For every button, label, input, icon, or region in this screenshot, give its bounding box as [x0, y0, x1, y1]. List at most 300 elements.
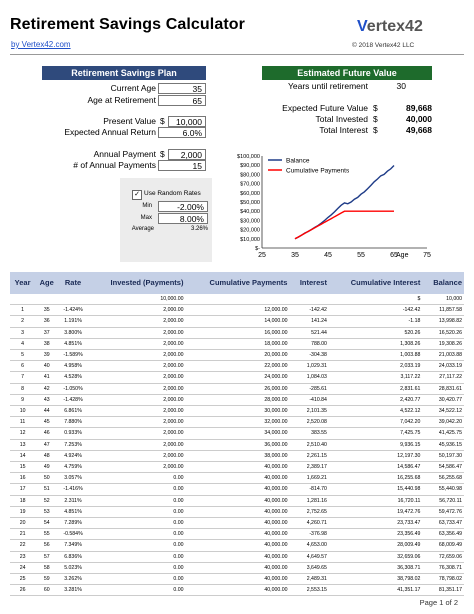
table-cell: 20	[10, 518, 35, 529]
table-cell: 78,798.02	[422, 574, 464, 585]
table-cell: 2,101.35	[289, 406, 328, 417]
table-cell: 57	[35, 551, 58, 562]
table-cell: 46	[35, 428, 58, 439]
table-row	[10, 540, 464, 551]
table-cell: -1.428%	[58, 394, 88, 405]
column-header: Interest	[289, 272, 328, 294]
y-tick-label: $90,000	[240, 163, 260, 170]
total-interest-currency: $	[373, 125, 378, 135]
table-cell: 24,033.19	[422, 361, 464, 372]
table-cell: 54	[35, 518, 58, 529]
total-invested-value: 40,000	[406, 114, 432, 124]
table-cell: 15,440.98	[329, 484, 422, 495]
table-cell: 0.00	[88, 506, 186, 517]
table-row	[10, 585, 464, 596]
table-cell: 2,831.61	[329, 383, 422, 394]
table-cell: 34,000.00	[185, 428, 289, 439]
table-cell: 26,000.00	[185, 383, 289, 394]
expected-fv-currency: $	[373, 103, 378, 113]
table-cell: -410.84	[289, 394, 328, 405]
table-cell: 788.00	[289, 338, 328, 349]
table-cell: 2,000.00	[88, 316, 186, 327]
min-label: Min	[142, 203, 152, 209]
table-cell: 2,000.00	[88, 372, 186, 383]
table-cell: 34,522.12	[422, 406, 464, 417]
total-invested-currency: $	[373, 114, 378, 124]
table-cell: 17	[10, 484, 35, 495]
table-cell: -1.589%	[58, 350, 88, 361]
table-cell: -1.416%	[58, 484, 88, 495]
table-cell: -142.42	[329, 305, 422, 316]
table-cell: 520.26	[329, 327, 422, 338]
table-cell: 16,255.68	[329, 473, 422, 484]
table-cell: 2,520.08	[289, 417, 328, 428]
table-cell: 43	[35, 394, 58, 405]
table-cell: 2,033.19	[329, 361, 422, 372]
table-cell: 49	[35, 462, 58, 473]
table-row	[10, 495, 464, 506]
table-cell: 42	[35, 383, 58, 394]
table-cell: 32,000.00	[185, 417, 289, 428]
header-divider	[10, 54, 464, 55]
table-cell: 16	[10, 473, 35, 484]
table-row	[10, 551, 464, 562]
table-cell: 2,000.00	[88, 462, 186, 473]
y-tick-label: $-	[255, 246, 260, 252]
table-cell: 2,000.00	[88, 428, 186, 439]
table-cell: 24,000.00	[185, 372, 289, 383]
table-cell: 39,042.20	[422, 417, 464, 428]
table-cell: 7.289%	[58, 518, 88, 529]
table-cell: 81,351.17	[422, 585, 464, 596]
table-cell: 68,009.49	[422, 540, 464, 551]
table-cell: 56	[35, 540, 58, 551]
table-cell: 28,000.00	[185, 394, 289, 405]
table-cell: 6	[10, 361, 35, 372]
max-label: Max	[140, 215, 152, 221]
average-rate-value: 3.26%	[190, 226, 208, 232]
table-row	[10, 327, 464, 338]
table-cell: 32,659.06	[329, 551, 422, 562]
table-cell	[185, 294, 289, 305]
table-cell: 58	[35, 562, 58, 573]
table-cell: 2,000.00	[88, 417, 186, 428]
table-cell: 41	[35, 372, 58, 383]
table-cell: 13,998.82	[422, 316, 464, 327]
table-cell: 22,000.00	[185, 361, 289, 372]
table-cell: 41,351.17	[329, 585, 422, 596]
table-cell: 63,356.49	[422, 529, 464, 540]
table-cell: 59	[35, 574, 58, 585]
annual-payment-input[interactable]: 2,000	[168, 149, 206, 160]
table-cell: 11	[10, 417, 35, 428]
table-cell: 59,472.76	[422, 506, 464, 517]
table-cell: 0.00	[88, 484, 186, 495]
table-cell: 521.44	[289, 327, 328, 338]
table-row	[10, 439, 464, 450]
table-row	[10, 562, 464, 573]
table-cell: 5.023%	[58, 562, 88, 573]
table-cell: 1,669.21	[289, 473, 328, 484]
current-age-input[interactable]: 35	[158, 83, 206, 94]
legend-label: Balance	[286, 157, 310, 165]
table-cell: 141.24	[289, 316, 328, 327]
table-cell: 50	[35, 473, 58, 484]
table-cell: 39	[35, 350, 58, 361]
x-axis-label: Age	[396, 252, 409, 259]
table-cell: 47	[35, 439, 58, 450]
table-cell: 18,000.00	[185, 338, 289, 349]
y-tick-label: $40,000	[240, 209, 260, 216]
table-cell: -0.584%	[58, 529, 88, 540]
expected-fv-value: 89,668	[406, 103, 432, 113]
table-cell: 40,000.00	[185, 585, 289, 596]
table-cell: -376.98	[289, 529, 328, 540]
table-cell: 38,000.00	[185, 450, 289, 461]
table-cell: 12	[10, 428, 35, 439]
table-cell	[58, 294, 88, 305]
column-header: Cumulative Payments	[185, 272, 289, 294]
table-row	[10, 428, 464, 439]
table-cell: 40,000.00	[185, 529, 289, 540]
table-cell: 40,000.00	[185, 506, 289, 517]
table-row	[10, 372, 464, 383]
table-cell: 2.311%	[58, 495, 88, 506]
table-cell: 9,936.15	[329, 439, 422, 450]
years-until-retirement-value: 30	[396, 81, 406, 91]
table-cell: 55	[35, 529, 58, 540]
table-cell: 2,000.00	[88, 450, 186, 461]
table-cell: 0.00	[88, 551, 186, 562]
present-value-input[interactable]: 10,000	[168, 116, 206, 127]
table-cell: 4	[10, 338, 35, 349]
y-tick-label: $70,000	[240, 181, 260, 188]
table-cell: 2,553.15	[289, 585, 328, 596]
table-cell: 2,000.00	[88, 350, 186, 361]
table-cell: 6.861%	[58, 406, 88, 417]
vertex42-link[interactable]: by Vertex42.com	[11, 40, 71, 49]
table-cell: 12,197.30	[329, 450, 422, 461]
table-cell: 72,659.06	[422, 551, 464, 562]
table-cell: 28,831.61	[422, 383, 464, 394]
table-cell: 60	[35, 585, 58, 596]
table-cell: 7	[10, 372, 35, 383]
series-line-cumulative-payments	[295, 211, 394, 239]
table-cell: 36,000.00	[185, 439, 289, 450]
table-cell: 21	[10, 529, 35, 540]
table-cell: 16,000.00	[185, 327, 289, 338]
table-cell: 45,936.15	[422, 439, 464, 450]
table-cell: 4.924%	[58, 450, 88, 461]
table-cell: 4,260.71	[289, 518, 328, 529]
table-row	[10, 350, 464, 361]
table-cell: 4,653.00	[289, 540, 328, 551]
table-cell: 5	[10, 350, 35, 361]
table-cell: 3,117.22	[329, 372, 422, 383]
table-cell: 2,420.77	[329, 394, 422, 405]
table-cell: 0.00	[88, 529, 186, 540]
total-interest-value: 49,668	[406, 125, 432, 135]
use-random-rates-checkbox[interactable]: ✓	[132, 190, 142, 200]
table-cell: 15	[10, 462, 35, 473]
y-tick-label: $60,000	[240, 190, 260, 197]
table-cell: 1,029.31	[289, 361, 328, 372]
table-cell: 2,752.65	[289, 506, 328, 517]
table-cell: 38	[35, 338, 58, 349]
table-row	[10, 473, 464, 484]
table-cell: 0.00	[88, 585, 186, 596]
table-row	[10, 361, 464, 372]
table-cell: 7,042.20	[329, 417, 422, 428]
table-cell: 40,000.00	[185, 495, 289, 506]
table-cell: 19,472.76	[329, 506, 422, 517]
table-cell: 10,000	[422, 294, 464, 305]
table-header-row	[10, 272, 464, 294]
x-tick-label: 65	[390, 252, 398, 259]
vertex42-logo: Vertex42	[357, 18, 423, 35]
max-rate-input[interactable]: 8.00%	[158, 213, 208, 224]
table-cell	[10, 294, 35, 305]
table-cell: 1	[10, 305, 35, 316]
table-cell: 23,356.49	[329, 529, 422, 540]
table-row	[10, 383, 464, 394]
table-cell: 2,389.17	[289, 462, 328, 473]
copyright-text: © 2018 Vertex42 LLC	[352, 42, 415, 49]
table-cell: 2,000.00	[88, 406, 186, 417]
use-random-rates-label: Use Random Rates	[144, 190, 201, 197]
column-header: Invested (Payments)	[88, 272, 186, 294]
table-cell: 1,308.26	[329, 338, 422, 349]
num-payments-input[interactable]: 15	[158, 160, 206, 171]
table-cell: 40,000.00	[185, 484, 289, 495]
table-cell: 10	[10, 406, 35, 417]
table-cell: 40,000.00	[185, 551, 289, 562]
table-cell: 3.057%	[58, 473, 88, 484]
num-payments-label: # of Annual Payments	[73, 160, 156, 170]
table-cell: -142.42	[289, 305, 328, 316]
table-cell: 4.851%	[58, 506, 88, 517]
x-tick-label: 35	[291, 252, 299, 259]
table-cell: -1.18	[329, 316, 422, 327]
table-cell: 11,857.58	[422, 305, 464, 316]
table-cell: 38,798.02	[329, 574, 422, 585]
table-cell: 4.851%	[58, 338, 88, 349]
table-cell: 2,000.00	[88, 439, 186, 450]
table-cell	[289, 294, 328, 305]
table-cell: 0.00	[88, 540, 186, 551]
table-cell: 25	[10, 574, 35, 585]
table-row	[10, 338, 464, 349]
annual-payment-label: Annual Payment	[93, 149, 156, 159]
table-cell: 8	[10, 383, 35, 394]
y-tick-label: $20,000	[240, 227, 260, 234]
table-cell: 0.00	[88, 562, 186, 573]
table-cell: 1,084.03	[289, 372, 328, 383]
table-cell: 7,425.75	[329, 428, 422, 439]
table-cell: 20,000.00	[185, 350, 289, 361]
table-cell: 40,000.00	[185, 574, 289, 585]
table-cell: 14	[10, 450, 35, 461]
column-header: Balance	[422, 272, 464, 294]
table-cell: 45	[35, 417, 58, 428]
table-cell: 0.00	[88, 518, 186, 529]
total-invested-label: Total Invested	[315, 114, 368, 124]
plan-heading: Retirement Savings Plan	[42, 66, 206, 80]
table-cell: 24	[10, 562, 35, 573]
total-interest-label: Total Interest	[319, 125, 368, 135]
table-cell: 41,425.75	[422, 428, 464, 439]
table-cell: 2,510.40	[289, 439, 328, 450]
table-row	[10, 529, 464, 540]
table-cell: 10,000.00	[88, 294, 186, 305]
table-row	[10, 518, 464, 529]
table-row	[10, 574, 464, 585]
table-cell: 16,720.11	[329, 495, 422, 506]
table-cell: 23	[10, 551, 35, 562]
table-cell: 3	[10, 327, 35, 338]
expected-fv-label: Expected Future Value	[282, 103, 368, 113]
table-cell: -1.424%	[58, 305, 88, 316]
x-tick-label: 25	[258, 252, 266, 259]
column-header: Year	[10, 272, 35, 294]
table-cell: 6.836%	[58, 551, 88, 562]
table-cell: 40,000.00	[185, 473, 289, 484]
table-cell: 2,000.00	[88, 327, 186, 338]
table-cell: 1,281.16	[289, 495, 328, 506]
table-cell: 0.00	[88, 473, 186, 484]
y-tick-label: $100,000	[237, 154, 260, 160]
table-cell: 7.253%	[58, 439, 88, 450]
table-cell: 2,000.00	[88, 394, 186, 405]
table-cell	[35, 294, 58, 305]
table-cell: 0.00	[88, 495, 186, 506]
table-cell: 56,720.11	[422, 495, 464, 506]
average-label: Average	[131, 226, 154, 232]
table-cell: 4,522.12	[329, 406, 422, 417]
column-header: Rate	[58, 272, 88, 294]
table-cell: 30,420.77	[422, 394, 464, 405]
column-header: Cumulative Interest	[329, 272, 422, 294]
table-cell: 19,308.26	[422, 338, 464, 349]
table-cell: 50,197.30	[422, 450, 464, 461]
table-cell: 3.281%	[58, 585, 88, 596]
table-cell: 7.349%	[58, 540, 88, 551]
table-cell: 51	[35, 484, 58, 495]
table-cell: 4.958%	[58, 361, 88, 372]
table-cell: 2,261.15	[289, 450, 328, 461]
table-cell: 40	[35, 361, 58, 372]
table-cell: 28,009.49	[329, 540, 422, 551]
table-row	[10, 394, 464, 405]
table-cell: 14,000.00	[185, 316, 289, 327]
table-row	[10, 316, 464, 327]
table-cell: 44	[35, 406, 58, 417]
table-cell: 4.528%	[58, 372, 88, 383]
table-cell: 54,586.47	[422, 462, 464, 473]
x-tick-label: 55	[357, 252, 365, 259]
x-tick-label: 75	[423, 252, 431, 259]
years-until-retirement-label: Years until retirement	[287, 81, 368, 91]
present-value-label: Present Value	[103, 116, 156, 126]
table-row	[10, 417, 464, 428]
y-tick-label: $80,000	[240, 172, 260, 179]
table-cell: 4.759%	[58, 462, 88, 473]
table-cell: 7.880%	[58, 417, 88, 428]
table-cell: 55,440.98	[422, 484, 464, 495]
table-cell: -304.38	[289, 350, 328, 361]
y-tick-label: $10,000	[240, 236, 260, 243]
table-cell: 76,308.71	[422, 562, 464, 573]
future-value-heading: Estimated Future Value	[262, 66, 432, 80]
table-cell: -814.70	[289, 484, 328, 495]
age-at-retirement-label: Age at Retirement	[87, 95, 156, 105]
expected-return-label: Expected Annual Return	[64, 127, 156, 137]
y-tick-label: $30,000	[240, 218, 260, 225]
table-cell: 2,489.31	[289, 574, 328, 585]
expected-return-input[interactable]: 6.0%	[158, 127, 206, 138]
age-at-retirement-input[interactable]: 65	[158, 95, 206, 106]
table-row	[10, 506, 464, 517]
table-cell: 3.800%	[58, 327, 88, 338]
table-row	[10, 450, 464, 461]
table-cell: 63,733.47	[422, 518, 464, 529]
x-tick-label: 45	[324, 252, 332, 259]
table-cell: 30,000.00	[185, 406, 289, 417]
legend-label: Cumulative Payments	[286, 167, 350, 175]
table-cell: 27,117.22	[422, 372, 464, 383]
table-cell: 37	[35, 327, 58, 338]
page-title: Retirement Savings Calculator	[10, 16, 245, 33]
table-cell: 40,000.00	[185, 518, 289, 529]
table-cell: 22	[10, 540, 35, 551]
table-cell: 0.933%	[58, 428, 88, 439]
table-cell: 2,000.00	[88, 305, 186, 316]
table-cell: 0.00	[88, 574, 186, 585]
series-line-balance	[295, 166, 394, 239]
current-age-label: Current Age	[110, 83, 156, 93]
table-row	[10, 484, 464, 495]
present-value-currency: $	[160, 116, 165, 126]
table-cell: 1,003.88	[329, 350, 422, 361]
annual-payment-currency: $	[160, 149, 165, 159]
table-cell: 383.55	[289, 428, 328, 439]
table-cell: 26	[10, 585, 35, 596]
table-cell: 3.262%	[58, 574, 88, 585]
table-cell: 13	[10, 439, 35, 450]
table-initial-row	[10, 294, 464, 305]
table-cell: 35	[35, 305, 58, 316]
table-row	[10, 406, 464, 417]
table-cell: 2,000.00	[88, 338, 186, 349]
table-cell: 40,000.00	[185, 540, 289, 551]
table-row	[10, 305, 464, 316]
table-cell: 36	[35, 316, 58, 327]
table-cell: 1.191%	[58, 316, 88, 327]
table-cell: 21,003.88	[422, 350, 464, 361]
table-cell: 3,649.65	[289, 562, 328, 573]
min-rate-input[interactable]: -2.00%	[158, 201, 208, 212]
table-cell: -1.050%	[58, 383, 88, 394]
table-cell: 23,733.47	[329, 518, 422, 529]
table-cell: 52	[35, 495, 58, 506]
table-cell: 2,000.00	[88, 361, 186, 372]
table-cell: 19	[10, 506, 35, 517]
savings-schedule-table	[10, 272, 464, 596]
table-cell: 2	[10, 316, 35, 327]
y-tick-label: $50,000	[240, 200, 260, 206]
table-cell: 12,000.00	[185, 305, 289, 316]
table-cell: 4,649.57	[289, 551, 328, 562]
